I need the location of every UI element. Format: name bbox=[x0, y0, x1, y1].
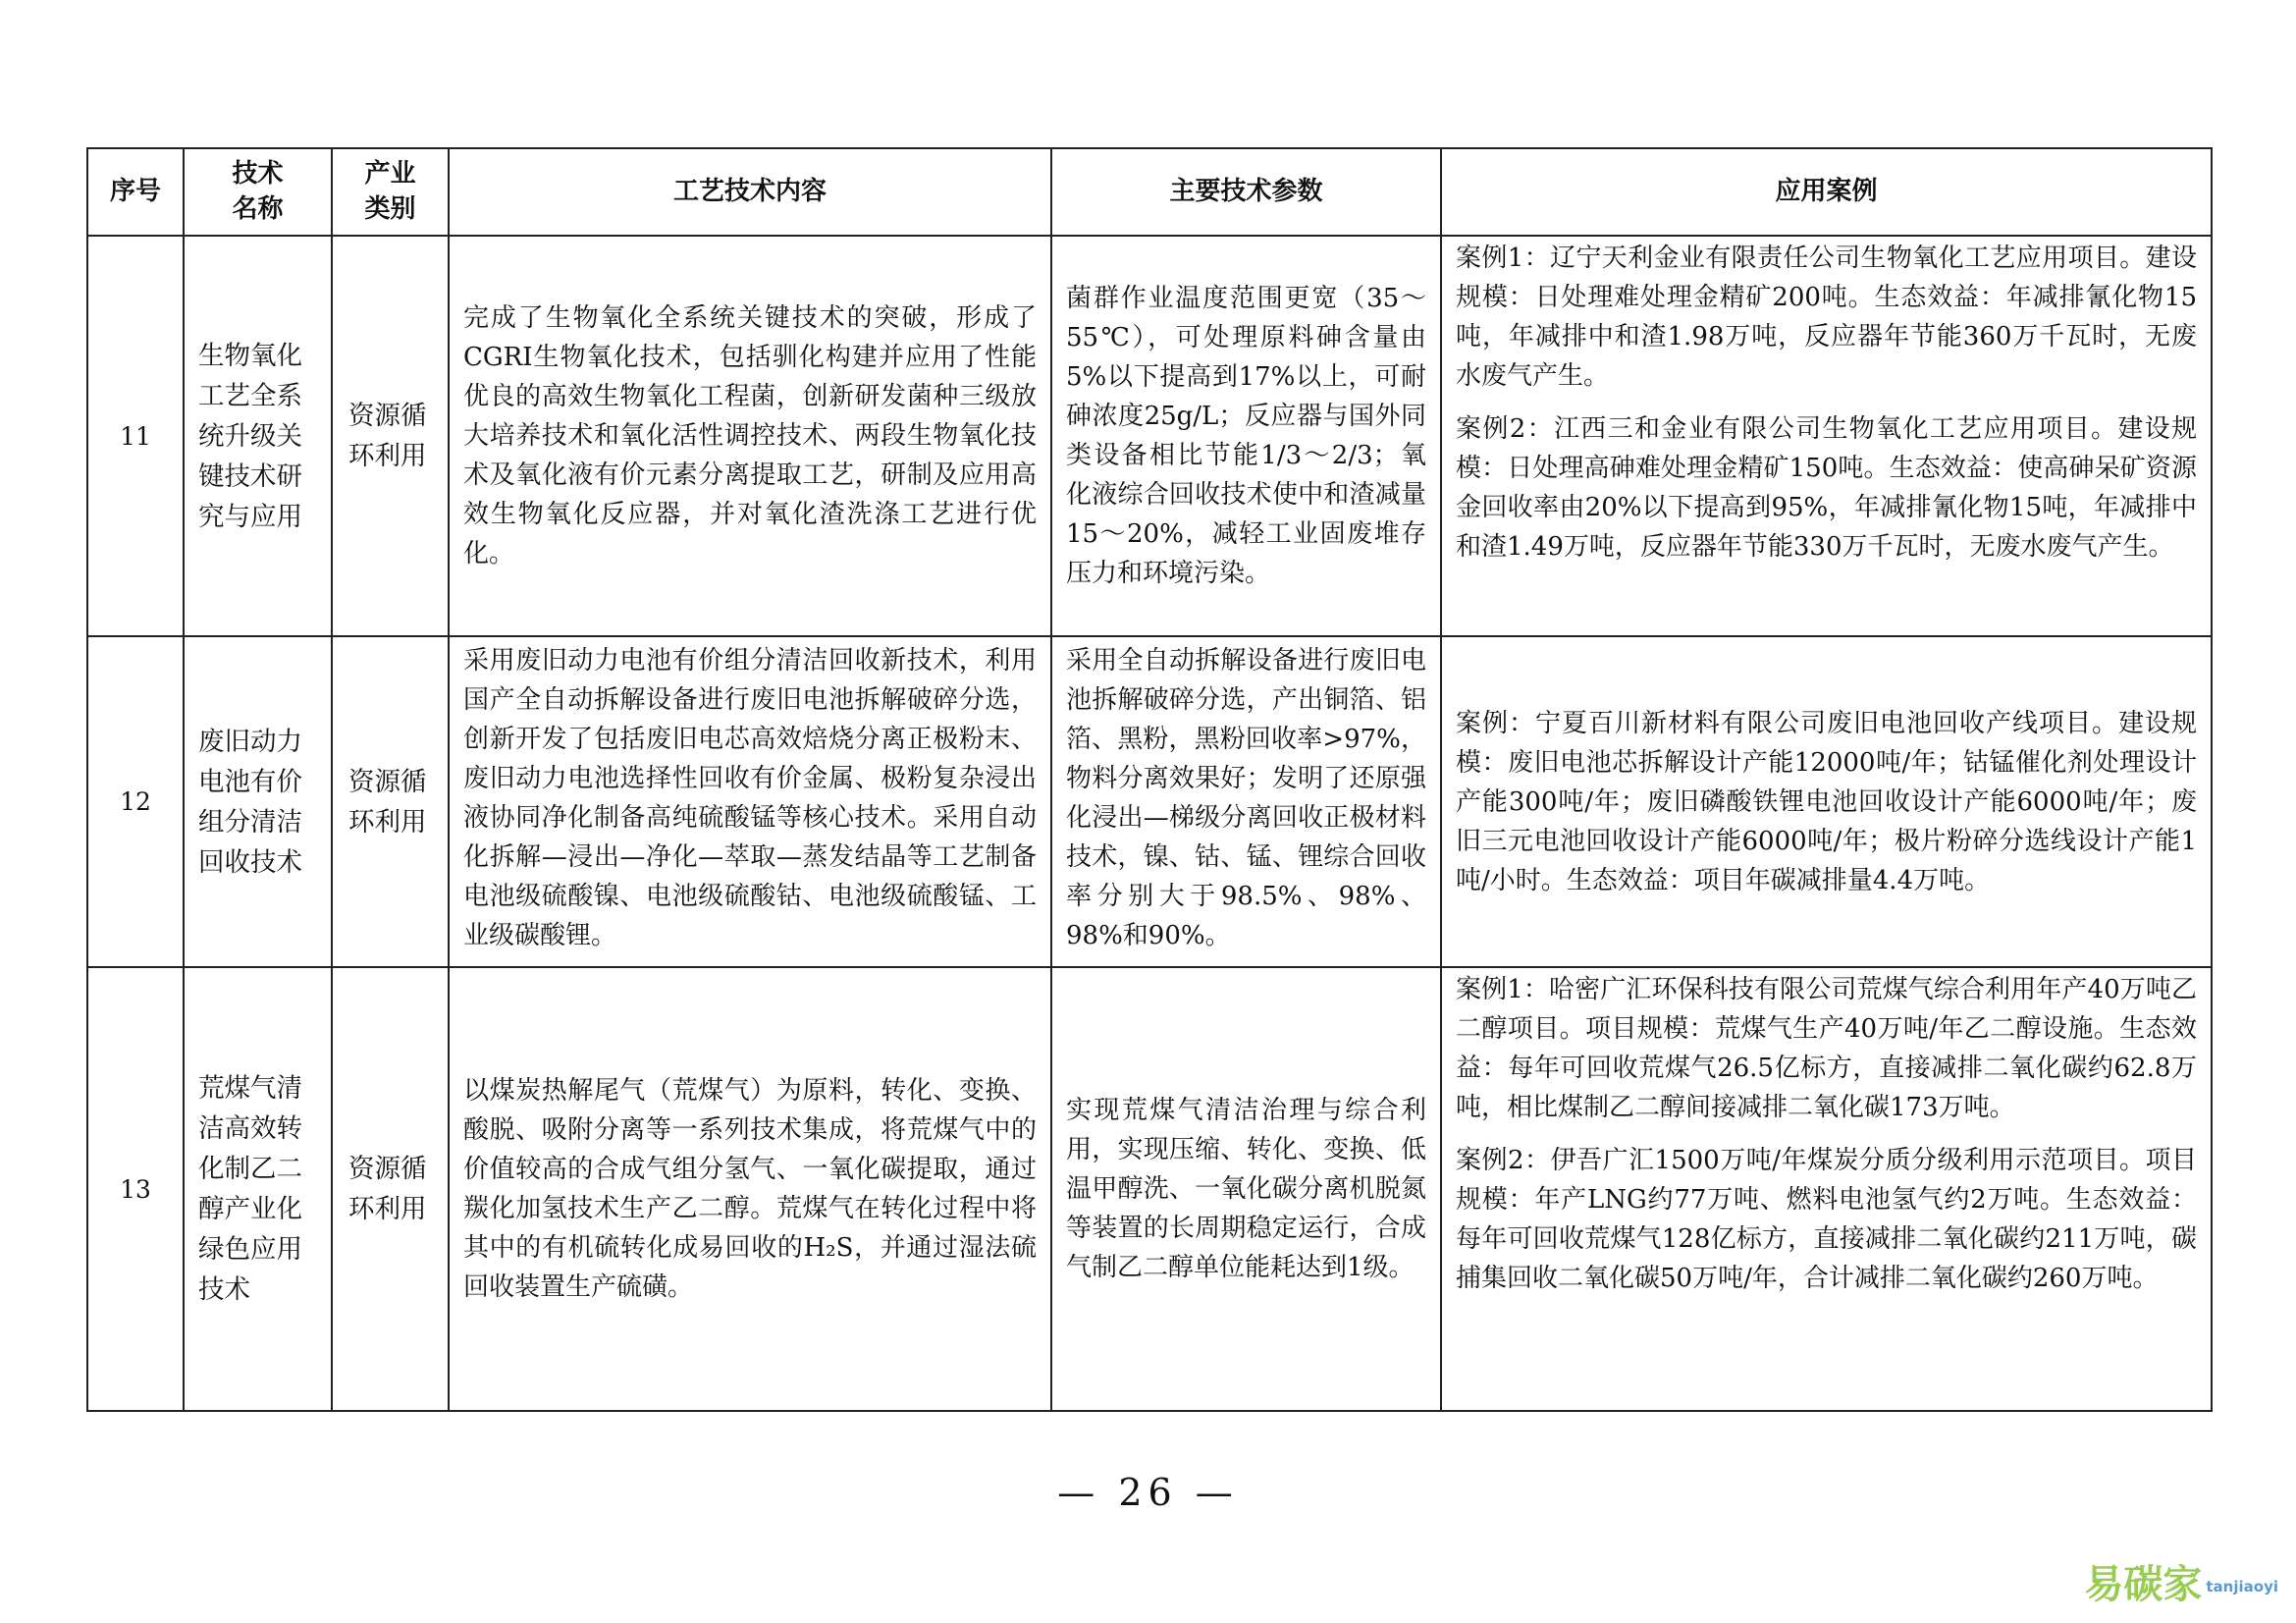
row-serial: 12 bbox=[87, 636, 184, 967]
header-process: 工艺技术内容 bbox=[449, 148, 1051, 236]
row-params: 菌群作业温度范围更宽（35～55℃），可处理原料砷含量由5%以下提高到17%以上，可耐砷浓度25g/L；反应器与国外同类设备相比节能1/3～2/3；氧化液综合回收技术使中和渣减量15～20%，减轻工业固废堆存压力和环境污染。 bbox=[1051, 236, 1441, 636]
row-serial: 13 bbox=[87, 967, 184, 1411]
watermark-logo bbox=[2084, 1553, 2278, 1609]
row-process: 以煤炭热解尾气（荒煤气）为原料，转化、变换、酸脱、吸附分离等一系列技术集成，将荒煤气中的价值较高的合成气组分氢气、一氧化碳提取，通过羰化加氢技术生产乙二醇。荒煤气在转化过程中将其中的有机硫转化成易回收的H₂S，并通过湿法硫回收装置生产硫磺。 bbox=[449, 967, 1051, 1411]
watermark-brand: 易碳家 bbox=[2084, 1562, 2203, 1607]
header-params: 主要技术参数 bbox=[1051, 148, 1441, 236]
table-row bbox=[87, 236, 2212, 636]
row-tech-name: 废旧动力电池有价组分清洁回收技术 bbox=[184, 636, 332, 967]
header-tech-name bbox=[184, 148, 332, 236]
row-tech-name: 生物氧化工艺全系统升级关键技术研究与应用 bbox=[184, 236, 332, 636]
case-item: 案例2：伊吾广汇1500万吨/年煤炭分质分级利用示范项目。项目规模：年产LNG约77万吨、燃料电池氢气约2万吨。生态效益：每年可回收荒煤气128亿标方，直接减排二氧化碳约211万吨，碳捕集回收二氧化碳50万吨/年，合计减排二氧化碳约260万吨。 bbox=[1456, 1146, 2197, 1293]
header-cases: 应用案例 bbox=[1441, 148, 2212, 236]
page-number: — 26 — bbox=[1057, 1471, 1239, 1514]
row-process: 完成了生物氧化全系统关键技术的突破，形成了CGRI生物氧化技术，包括驯化构建并应用了性能优良的高效生物氧化工程菌，创新研发菌种三级放大培养技术和氧化活性调控技术、两段生物氧化技术及氧化液有价元素分离提取工艺，研制及应用高效生物氧化反应器，并对氧化渣洗涤工艺进行优化。 bbox=[449, 236, 1051, 636]
row-cases bbox=[1441, 636, 2212, 967]
row-industry: 资源循环利用 bbox=[332, 636, 449, 967]
row-params: 采用全自动拆解设备进行废旧电池拆解破碎分选，产出铜箔、铝箔、黑粉，黑粉回收率>97%，物料分离效果好；发明了还原强化浸出—梯级分离回收正极材料技术，镍、钴、锰、锂综合回收率分别大于98.5%、98%、98%和90%。 bbox=[1051, 636, 1441, 967]
watermark-domain: tanjiaoyi bbox=[2206, 1578, 2278, 1596]
row-cases bbox=[1441, 236, 2212, 636]
row-params: 实现荒煤气清洁治理与综合利用，实现压缩、转化、变换、低温甲醇洗、一氧化碳分离机脱氮等装置的长周期稳定运行，合成气制乙二醇单位能耗达到1级。 bbox=[1051, 967, 1441, 1411]
table-row bbox=[87, 636, 2212, 967]
header-serial: 序号 bbox=[87, 148, 184, 236]
header-industry-text: 产业 类别 bbox=[364, 159, 416, 224]
row-industry: 资源循环利用 bbox=[332, 967, 449, 1411]
technology-table bbox=[86, 147, 2213, 1412]
case-item: 案例2：江西三和金业有限公司生物氧化工艺应用项目。建设规模：日处理高砷难处理金精矿150吨。生态效益：使高砷呆矿资源金回收率由20%以下提高到95%，年减排氰化物15吨，年减排中和渣1.49万吨，反应器年节能330万千瓦时，无废水废气产生。 bbox=[1456, 414, 2197, 562]
case-item: 案例1：哈密广汇环保科技有限公司荒煤气综合利用年产40万吨乙二醇项目。项目规模：荒煤气生产40万吨/年乙二醇设施。生态效益：每年可回收荒煤气26.5亿标方，直接减排二氧化碳约62.8万吨，相比煤制乙二醇间接减排二氧化碳173万吨。 bbox=[1456, 975, 2197, 1122]
header-industry bbox=[332, 148, 449, 236]
case-item: 案例：宁夏百川新材料有限公司废旧电池回收产线项目。建设规模：废旧电池芯拆解设计产能12000吨/年；钴锰催化剂处理设计产能300吨/年；废旧磷酸铁锂电池回收设计产能6000吨/年；废旧三元电池回收设计产能6000吨/年；极片粉碎分选线设计产能1吨/小时。生态效益：项目年碳减排量4.4万吨。 bbox=[1456, 708, 2197, 895]
row-process: 采用废旧动力电池有价组分清洁回收新技术，利用国产全自动拆解设备进行废旧电池拆解破碎分选，创新开发了包括废旧电芯高效焙烧分离正极粉末、废旧动力电池选择性回收有价金属、极粉复杂浸出液协同净化制备高纯硫酸锰等核心技术。采用自动化拆解—浸出—净化—萃取—蒸发结晶等工艺制备电池级硫酸镍、电池级硫酸钴、电池级硫酸锰、工业级碳酸锂。 bbox=[449, 636, 1051, 967]
row-tech-name: 荒煤气清洁高效转化制乙二醇产业化绿色应用技术 bbox=[184, 967, 332, 1411]
row-industry: 资源循环利用 bbox=[332, 236, 449, 636]
table-header-row bbox=[87, 148, 2212, 236]
row-cases bbox=[1441, 967, 2212, 1411]
case-item: 案例1：辽宁天利金业有限责任公司生物氧化工艺应用项目。建设规模：日处理难处理金精矿200吨。生态效益：年减排氰化物15吨，年减排中和渣1.98万吨，反应器年节能360万千瓦时，无废水废气产生。 bbox=[1456, 243, 2197, 391]
row-serial: 11 bbox=[87, 236, 184, 636]
header-tech-name-text: 技术 名称 bbox=[232, 159, 284, 224]
table-row bbox=[87, 967, 2212, 1411]
